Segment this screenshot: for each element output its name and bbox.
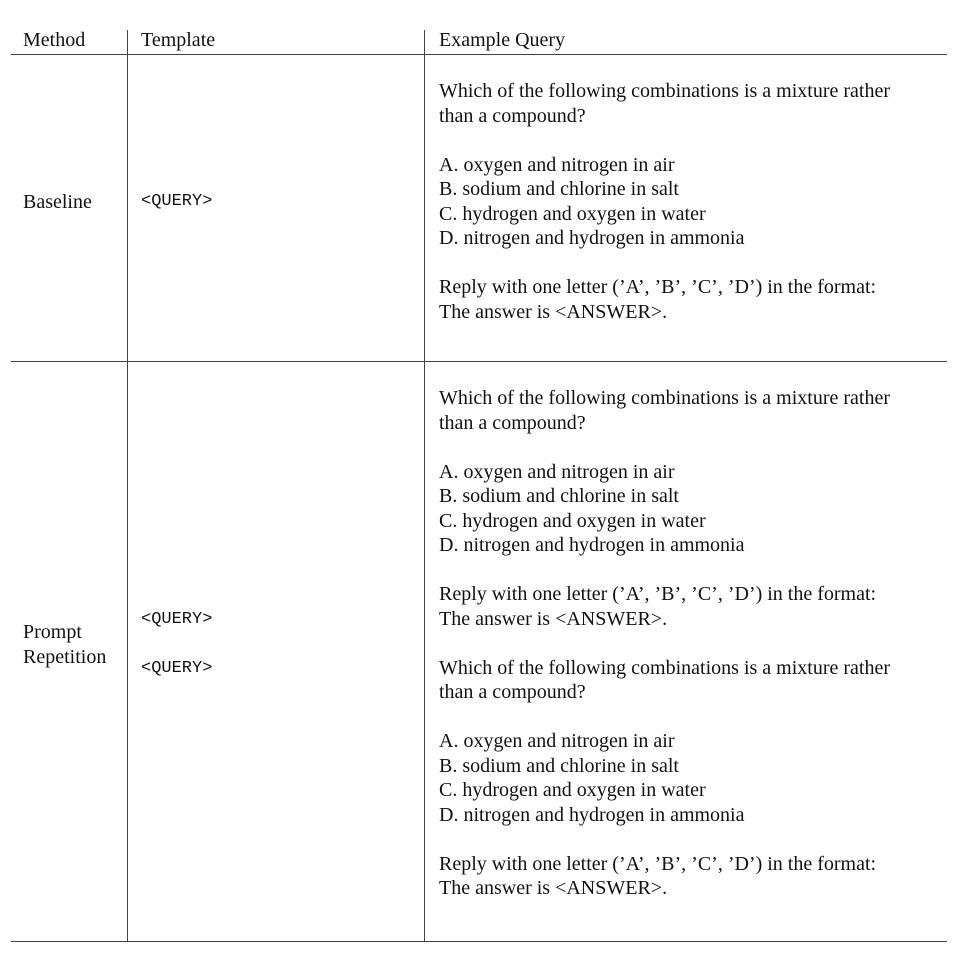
method-baseline: Baseline bbox=[23, 191, 92, 213]
row-divider bbox=[11, 361, 947, 362]
question-line: Which of the following combinations is a mixture rather bbox=[439, 80, 890, 102]
option-a: A. oxygen and nitrogen in air bbox=[439, 460, 675, 483]
bottom-rule bbox=[11, 941, 947, 942]
question-line: than a compound? bbox=[439, 681, 586, 703]
method-prompt-repetition-line1: Prompt bbox=[23, 621, 82, 643]
option-b: B. sodium and chlorine in salt bbox=[439, 754, 679, 777]
option-c: C. hydrogen and oxygen in water bbox=[439, 779, 706, 801]
instruction-line: Reply with one letter (’A’, ’B’, ’C’, ’D’) in the format: bbox=[439, 583, 877, 605]
template-query-first: <QUERY> bbox=[141, 610, 213, 629]
question-line: Which of the following combinations is a mixture rather bbox=[439, 656, 890, 679]
question-line: than a compound? bbox=[439, 411, 586, 434]
option-a: A. oxygen and nitrogen in air bbox=[439, 153, 675, 176]
example-query-baseline bbox=[439, 79, 890, 324]
question-line: Which of the following combinations is a mixture rather bbox=[439, 387, 890, 409]
column-divider-1 bbox=[127, 30, 128, 942]
template-query-second: <QUERY> bbox=[141, 659, 213, 678]
option-b: B. sodium and chlorine in salt bbox=[439, 485, 679, 507]
option-d: D. nitrogen and hydrogen in ammonia bbox=[439, 227, 745, 249]
option-d: D. nitrogen and hydrogen in ammonia bbox=[439, 534, 745, 556]
instruction-line: Reply with one letter (’A’, ’B’, ’C’, ’D’) in the format: bbox=[439, 276, 877, 298]
prompt-table bbox=[11, 28, 947, 942]
column-divider-2 bbox=[424, 30, 425, 942]
template-query: <QUERY> bbox=[141, 192, 213, 211]
instruction-line: The answer is <ANSWER>. bbox=[439, 877, 668, 899]
option-c: C. hydrogen and oxygen in water bbox=[439, 509, 706, 532]
header-rule bbox=[11, 54, 947, 55]
instruction-line: Reply with one letter (’A’, ’B’, ’C’, ’D’) in the format: bbox=[439, 852, 877, 875]
instruction-line: The answer is <ANSWER>. bbox=[439, 300, 668, 323]
header-example-query: Example Query bbox=[439, 29, 566, 51]
example-query-repetition bbox=[439, 386, 890, 901]
option-b: B. sodium and chlorine in salt bbox=[439, 178, 679, 200]
method-prompt-repetition-line2: Repetition bbox=[23, 646, 107, 668]
question-line: than a compound? bbox=[439, 104, 586, 127]
option-d: D. nitrogen and hydrogen in ammonia bbox=[439, 803, 745, 826]
header-template: Template bbox=[141, 29, 216, 51]
instruction-line: The answer is <ANSWER>. bbox=[439, 607, 668, 630]
option-a: A. oxygen and nitrogen in air bbox=[439, 730, 675, 752]
option-c: C. hydrogen and oxygen in water bbox=[439, 202, 706, 225]
header-method: Method bbox=[23, 29, 86, 51]
